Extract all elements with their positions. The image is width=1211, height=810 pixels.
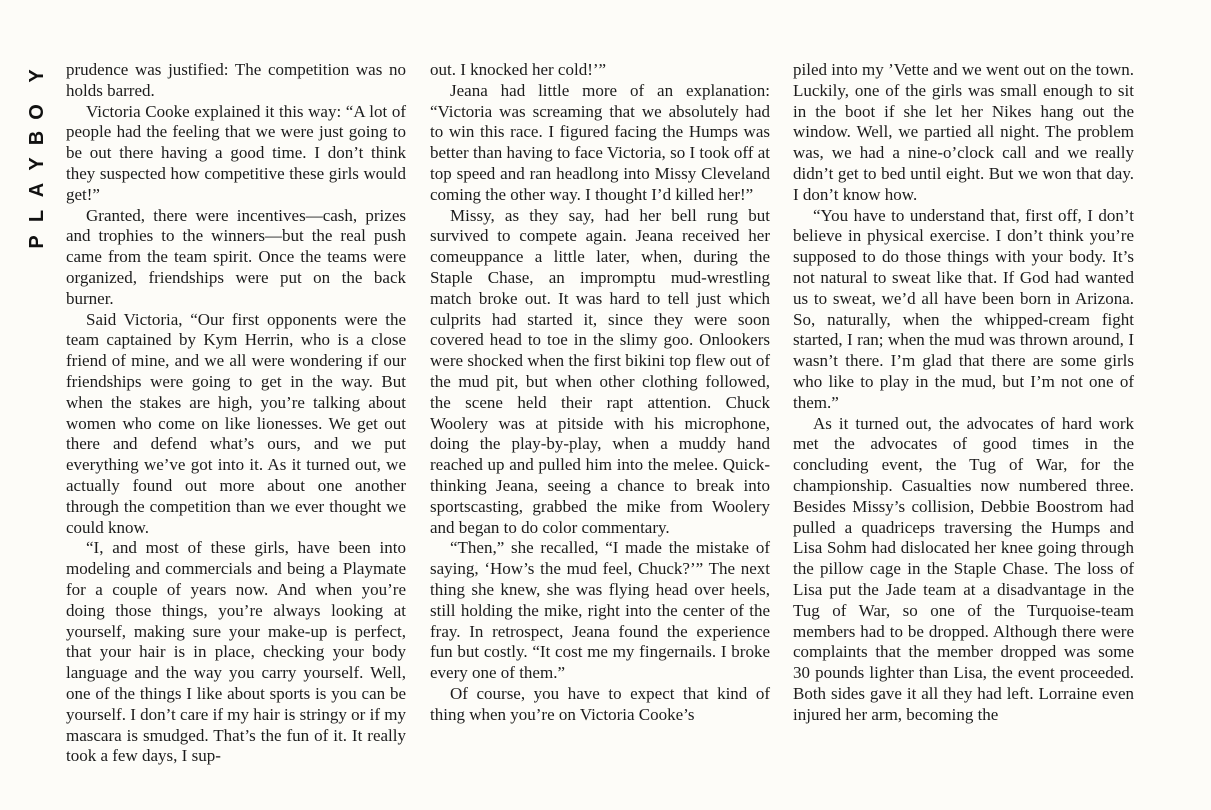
paragraph: Jeana had little more of an explanation: “Victoria was screaming that we absolutely had to win this race. I figured facing the Humps was better than having to face Victoria, so I took off at top speed and ran headlong into Missy Cleveland coming the other way. I thought I’d killed her!” — [430, 80, 770, 204]
text-column-2 — [430, 60, 770, 726]
paragraph: Missy, as they say, had her bell rung but survived to compete again. Jeana received her comeuppance a little later, when, during the Staple Chase, an impromptu mud-wrestling match broke out. It was hard to tell just which culprits had started it, since they were soon covered head to toe in the slimy goo. Onlookers were shocked when the first bikini top flew out of the mud pit, but when other clothing followed, the scene held their rapt attention. Chuck Woolery was at pitside with his microphone, doing the play-by-play, when a muddy hand reached up and pulled him into the melee. Quick-thinking Jeana, seeing a chance to break into sportscasting, grabbed the mike from Woolery and began to do color commentary. — [430, 205, 770, 537]
paragraph: As it turned out, the advocates of hard work met the advocates of good times in the concluding event, the Tug of War, for the championship. Casualties now numbered three. Besides Missy’s collision, Debbie Boostrom had pulled a quadriceps traversing the Humps and Lisa Sohm had dislocated her knee going through the pillow cage in the Staple Chase. The loss of Lisa put the Jade team at a disadvantage in the Tug of War, so one of the Turquoise-team members had to be dropped. Although there were complaints that the member dropped was some 30 pounds lighter than Lisa, the event proceeded. Both sides gave it all they had left. Lorraine even injured her arm, becoming the — [793, 413, 1134, 724]
sidebar-letter: A — [26, 182, 48, 198]
sidebar-title — [22, 52, 52, 252]
paragraph: prudence was justified: The competition was no holds barred. — [66, 60, 406, 100]
sidebar-letter: O — [26, 104, 48, 120]
paragraph: “Then,” she recalled, “I made the mistake of saying, ‘How’s the mud feel, Chuck?’” The next thing she knew, she was flying head over heels, still holding the mike, right into the center of the fray. In retrospect, Jeana found the experience fun but costly. “It cost me my fingernails. I broke every one of them.” — [430, 538, 770, 683]
sidebar-letter: Y — [26, 157, 48, 171]
paragraph: “I, and most of these girls, have been into modeling and commercials and being a Playmate for a couple of years now. And when you’re doing those things, you’re always looking at yourself, making sure your make-up is perfect, that your hair is in place, checking your body language and the way you carry yourself. Well, one of the things I like about sports is you can be yourself. I don’t care if my hair is stringy or if my mascara is smudged. That’s the fun of it. It really took a few days, I sup- — [66, 538, 406, 766]
text-column-1 — [66, 60, 406, 767]
paragraph: out. I knocked her cold!’” — [430, 60, 607, 79]
sidebar-letter: Y — [26, 69, 48, 83]
sidebar-letter: L — [26, 209, 48, 223]
sidebar-letter: B — [26, 130, 48, 146]
paragraph: “You have to understand that, first off, I don’t believe in physical exercise. I don’t think you’re supposed to do those things with your body. It’s not natural to sweat like that. If God had wanted us to sweat, we’d all have been born in Arizona. So, naturally, when the whipped-cream fight started, I ran; when the mud was thrown around, I wasn’t there. I’m glad that there are some girls who like to play in the mud, but I’m not one of them.” — [793, 205, 1134, 412]
sidebar-letter: P — [26, 235, 48, 249]
paragraph: Victoria Cooke explained it this way: “A lot of people had the feeling that we were just going to be out there having a good time. I don’t think they suspected how competitive these girls would get!” — [66, 101, 406, 204]
paragraph: Said Victoria, “Our first opponents were the team captained by Kym Herrin, who is a close friend of mine, and we all were wondering if our friendships were going to get in the way. But when the stakes are high, you’re talking about women who come on like lionesses. We get out there and defend what’s ours, and we put everything we’ve got into it. As it turned out, we actually found out more about one another through the competition than we ever thought we could know. — [66, 309, 406, 537]
paragraph: Of course, you have to expect that kind of thing when you’re on Victoria Cooke’s — [430, 683, 770, 724]
text-column-3 — [793, 60, 1134, 726]
paragraph: Granted, there were incentives—cash, prizes and trophies to the winners—but the real push came from the team spirit. Once the teams were organized, friendships were put on the back burner. — [66, 205, 406, 308]
paragraph: piled into my ’Vette and we went out on the town. Luckily, one of the girls was small enough to sit in the boot if she let her Nikes hang out the window. Well, we partied all night. The problem was, we had a nine-o’clock call and we really didn’t get to bed until eight. But we won that day. I don’t know how. — [793, 60, 1134, 204]
